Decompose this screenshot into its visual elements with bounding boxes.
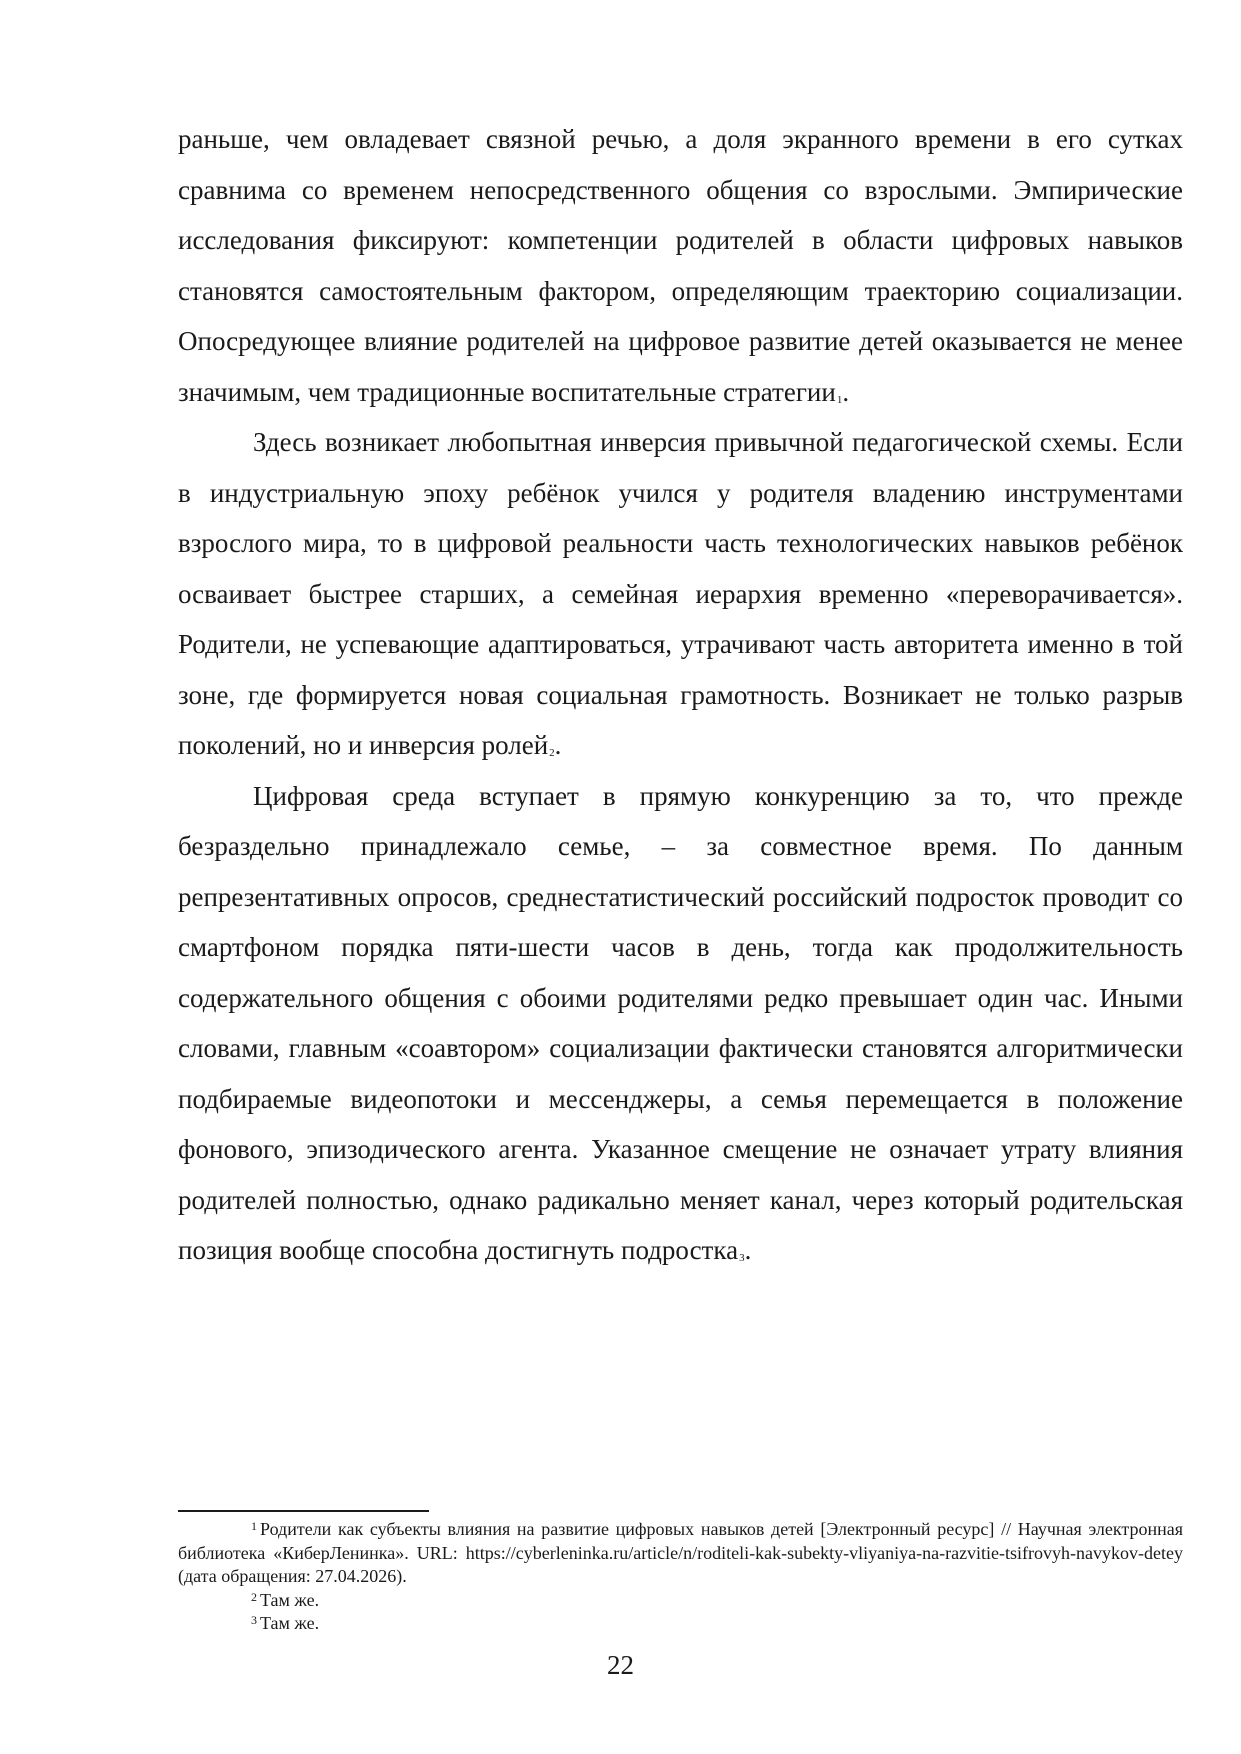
footnotes	[178, 1518, 1183, 1636]
footnote-2-mark: 2	[251, 1589, 257, 1604]
paragraph-1-text: раньше, чем овладевает связной речью, а доля экранного времени в его сутках сравнима со временем непосредственного общения со взрослыми. Эмпирические исследования фиксируют: компетенции родителей в области цифровых навыков становятся самостоятельным фактором, определяющим траекторию социализации. Опосредующее влияние родителей на цифровое развитие детей оказывается не менее значимым, чем традиционные воспитательные стратегии	[178, 124, 1183, 407]
footnote-ref-2[interactable]: 2	[549, 747, 555, 759]
paragraph-3-tail: .	[744, 1235, 752, 1265]
paragraph-2-text: Здесь возникает любопытная инверсия привычной педагогической схемы. Если в индустриальную эпоху ребёнок учился у родителя владению инструментами взрослого мира, то в цифровой реальности часть технологических навыков ребёнок осваивает быстрее старших, а семейная иерархия временно «переворачивается». Родители, не успевающие адаптироваться, утрачивают часть авторитета именно в той зоне, где формируется новая социальная грамотность. Возникает не только разрыв поколений, но и инверсия ролей	[178, 427, 1183, 760]
body-text	[178, 114, 1183, 1276]
paragraph-2-tail: .	[554, 730, 562, 760]
footnote-2-text: Там же.	[260, 1589, 320, 1610]
paragraph-1-tail: .	[842, 376, 850, 407]
paragraph-2	[178, 417, 1183, 771]
footnote-2	[178, 1589, 1183, 1613]
paragraph-3-text: Цифровая среда вступает в прямую конкуренцию за то, что прежде безраздельно принадлежало семье, – за совместное время. По данным репрезентативных опросов, среднестатистический российский подросток проводит со смартфоном порядка пяти-шести часов в день, тогда как продолжительность содержательного общения с обоими родителями редко превышает один час. Иными словами, главным «соавтором» социализации фактически становятся алгоритмически подбираемые видеопотоки и мессенджеры, а семья перемещается в положение фонового, эпизодического агента. Указанное смещение не означает утрату влияния родителей полностью, однако радикально меняет канал, через который родительская позиция вообще способна достигнуть подростка	[178, 780, 1183, 1265]
footnote-1	[178, 1518, 1183, 1589]
page-number: 22	[607, 1650, 634, 1680]
footnote-3-mark: 3	[251, 1613, 257, 1627]
footnote-1-mark: 1	[251, 1519, 257, 1533]
paragraph-3	[178, 771, 1183, 1276]
footnote-3-text: Там же.	[260, 1613, 320, 1633]
footnote-ref-1[interactable]: 1	[836, 393, 843, 406]
footnote-1-text: Родители как субъекты влияния на развитие цифровых навыков детей [Электронный ресурс] // Научная электронная библиотека «КиберЛенинка». URL: https://cyberleninka.ru/article/n/roditeli-kak-subekty-vliyaniya-na-razvitie-tsifrovyh-navykov-detey (дата обращения: 27.04.2026).	[178, 1519, 1183, 1586]
paragraph-1	[178, 114, 1183, 417]
footnote-separator	[178, 1510, 429, 1512]
footnote-ref-3[interactable]: 3	[739, 1252, 745, 1264]
footnote-3	[178, 1612, 1183, 1636]
